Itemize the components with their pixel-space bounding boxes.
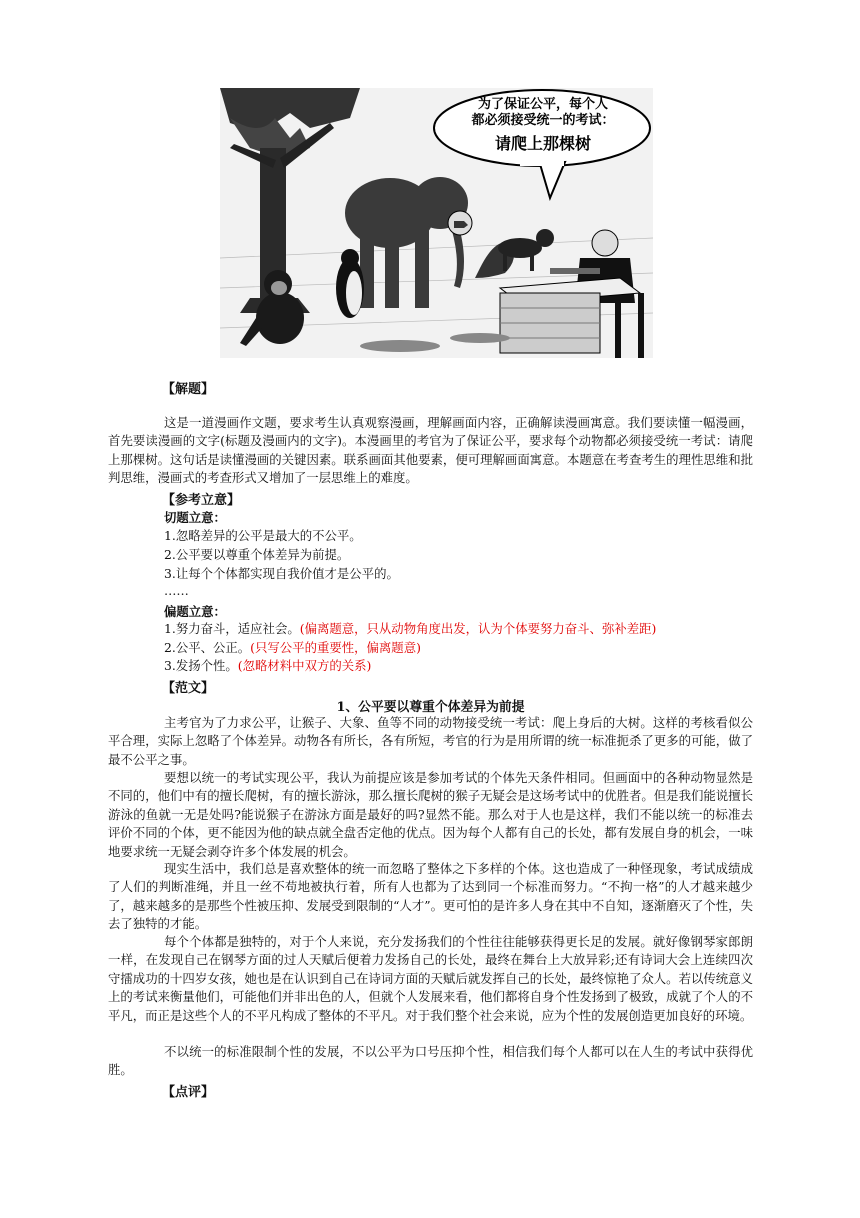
pianti-item-2-text: 2.公平、公正。 <box>164 640 251 655</box>
pianti-item-3-note: (忽略材料中双方的关系) <box>237 658 372 673</box>
bubble-line-2: 都必须接受统一的考试： <box>471 113 615 128</box>
pianti-item-1-text: 1.努力奋斗，适应社会。 <box>164 621 300 636</box>
pianti-item-3-text: 3.发扬个性。 <box>164 658 238 673</box>
pianti-item-3 <box>164 657 371 676</box>
heading-cankao: 【参考立意】 <box>162 493 241 508</box>
bubble-text-line3: 请爬上那棵树 <box>494 134 591 153</box>
essay-paragraph-1: 主考官为了力求公平，让猴子、大象、鱼等不同的动物接受统一考试：爬上身后的大树。这样的考核看似公平合理，实际上忽略了个体差异。动物各有所长，各有所短，考官的行为是用所谓的统一标准扼杀了更多的可能，做了最不公平之事。 <box>108 715 753 767</box>
qieti-item-1: 1.忽略差异的公平是最大的不公平。 <box>164 528 362 543</box>
pianti-item-2-note: (只写公平的重要性，偏离题意) <box>250 640 421 655</box>
pianti-item-2 <box>164 639 421 658</box>
qieti-item-2: 2.公平要以尊重个体差异为前提。 <box>164 547 350 562</box>
essay-paragraph-3: 现实生活中，我们总是喜欢整体的统一而忽略了整体之下多样的个体。这也造成了一种怪现象，考试成绩成了人们的判断准绳，并且一丝不苟地被执行着，所有人也都为了达到同一个标准而努力。“不拘一格”的人才越来越少了，越来越多的是那些个性被压抑、发展受到限制的“人才”。更可怕的是许多人身在其中不自知，逐渐磨灭了个性，失去了独特的才能。 <box>108 861 753 932</box>
essay-paragraph-5: 不以统一的标准限制个性的发展，不以公平为口号压抑个性，相信我们每个人都可以在人生的考试中获得优胜。 <box>108 1044 753 1078</box>
bubble-text-line1 <box>448 97 638 129</box>
pianti-item-1 <box>164 620 656 639</box>
essay-title: 1、公平要以尊重个体差异为前提 <box>336 700 525 715</box>
pianti-item-1-note: (偏离题意，只从动物角度出发，认为个体要努力奋斗、弥补差距) <box>299 621 657 636</box>
pianti-label: 偏题立意： <box>164 604 226 619</box>
cartoon-image <box>220 88 653 358</box>
fishbowl <box>448 211 472 235</box>
essay-paragraph-4: 每个个体都是独特的，对于个人来说，充分发扬我们的个性往往能够获得更长足的发展。就好像钢琴家郎朗一样，在发现自己在钢琴方面的过人天赋后便着力发扬自己的长处，最终在舞台上大放异彩;还有诗词大会上连续四次守擂成功的十四岁女孩，她也是在认识到自己在诗词方面的天赋后就发挥自己的长处，最终惊艳了众人。若以传统意义上的考试来衡量他们，可能他们并非出色的人，但就个人发展来看，他们都将自身个性发扬到了极致，成就了个人的不平凡，而正是这些个人的不平凡构成了整体的不平凡。对于我们整个社会来说，应为个性的发展创造更加良好的环境。 <box>108 934 753 1023</box>
jieti-paragraph: 这是一道漫画作文题，要求考生认真观察漫画，理解画面内容，正确解读漫画寓意。我们要读懂一幅漫画，首先要读漫画的文字(标题及漫画内的文字)。本漫画里的考官为了保证公平，要求每个动物都必须接受统一考试：请爬上那棵树。这句话是读懂漫画的关键因素。联系画面其他要素，便可理解画面寓意。本题意在考查考生的理性思维和批判思维，漫画式的考查形式又增加了一层思维上的难度。 <box>108 415 753 486</box>
qieti-item-3: 3.让每个个体都实现自我价值才是公平的。 <box>164 566 399 581</box>
qieti-ellipsis: …… <box>164 583 189 598</box>
bubble-line-1: 为了保证公平，每个人 <box>477 97 608 112</box>
heading-dianping: 【点评】 <box>162 1085 215 1100</box>
qieti-label: 切题立意： <box>164 510 226 525</box>
heading-fanwen: 【范文】 <box>162 681 215 696</box>
essay-paragraph-2: 要想以统一的考试实现公平，我认为前提应该是参加考试的个体先天条件相同。但画面中的各种动物显然是不同的，他们中有的擅长爬树，有的擅长游泳，那么擅长爬树的猴子无疑会是这场考试中的优胜者。但是我们能说擅长游泳的鱼就一无是处吗?能说猴子在游泳方面是最好的吗?显然不能。那么对于人也是这样，我们不能以统一的标准去评价不同的个体，更不能因为他的缺点就全盘否定他的优点。因为每个人都有自己的长处，都有发展自身的机会，一味地要求统一无疑会剥夺许多个体发展的机会。 <box>108 770 753 859</box>
heading-jieti: 【解题】 <box>162 382 215 397</box>
